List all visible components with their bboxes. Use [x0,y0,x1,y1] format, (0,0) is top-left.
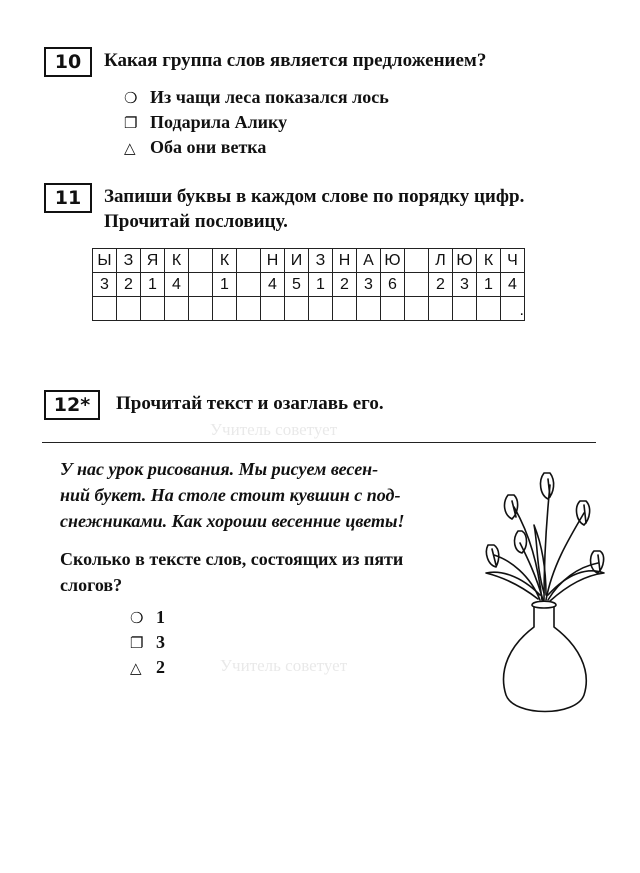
task-10-option-1[interactable] [124,86,389,109]
option-text: 2 [156,657,165,677]
grid-cell: 1 [309,273,333,297]
subquestion-line: слогов? [60,575,123,595]
answer-cell[interactable] [477,297,501,321]
answer-cell[interactable] [357,297,381,321]
grid-cell [237,249,261,273]
grid-cell: 3 [357,273,381,297]
grid-cell: Ч [501,249,525,273]
answer-cell[interactable] [93,297,117,321]
task-12-option-2[interactable] [130,631,165,654]
option-text: Из чащи леса показался лось [150,87,389,107]
grid-cell [189,249,213,273]
task-10-question: Какая группа слов является предложением? [104,50,487,71]
task-10-option-2[interactable] [124,111,287,134]
option-text: Подарила Алику [150,112,288,132]
answer-cell[interactable] [333,297,357,321]
task-number-10: 10 [44,47,92,77]
story-line: снежниками. Как хороши весенние цветы! [60,511,405,531]
grid-cell [405,273,429,297]
square-icon: ❐ [124,114,138,132]
answer-cell[interactable]: . [501,297,525,321]
grid-cell: 2 [117,273,141,297]
grid-cell: Я [141,249,165,273]
task-10-option-3[interactable] [124,136,266,159]
task-12-question: Прочитай текст и озаглавь его. [116,393,384,414]
grid-cell [405,249,429,273]
grid-cell: Ю [453,249,477,273]
circle-icon: ❍ [130,609,144,627]
answer-cell[interactable] [405,297,429,321]
circle-icon: ❍ [124,89,138,107]
option-text: Оба они ветка [150,137,267,157]
option-text: 1 [156,607,165,627]
option-text: 3 [156,632,165,652]
grid-cell: К [477,249,501,273]
grid-cell: Н [261,249,285,273]
grid-cell: 4 [261,273,285,297]
grid-cell: 1 [213,273,237,297]
grid-cell: З [117,249,141,273]
task-number-12: 12* [44,390,100,420]
grid-cell: 4 [501,273,525,297]
grid-cell: Л [429,249,453,273]
task-11-question-line-2: Прочитай пословицу. [104,211,288,232]
grid-cell: Ы [93,249,117,273]
answer-cell[interactable] [453,297,477,321]
task-11-question-line-1: Запиши буквы в каждом слове по порядку цифр. [104,186,525,207]
grid-cell: 3 [453,273,477,297]
grid-cell: 4 [165,273,189,297]
task-12-option-3[interactable] [130,656,165,679]
grid-cell [237,273,261,297]
vase-with-flowers-illustration [480,455,610,730]
answer-cell[interactable] [237,297,261,321]
answer-cell[interactable] [309,297,333,321]
subquestion-line: Сколько в тексте слов, состоящих из пяти [60,549,404,569]
grid-cell: А [357,249,381,273]
grid-cell: 1 [477,273,501,297]
answer-cell[interactable] [165,297,189,321]
letters-row [93,249,525,273]
grid-cell: 6 [381,273,405,297]
letter-grid [92,248,525,321]
answer-cell[interactable] [429,297,453,321]
triangle-icon: △ [130,659,142,677]
answer-row[interactable] [93,297,525,321]
grid-cell: К [165,249,189,273]
grid-cell: 1 [141,273,165,297]
grid-cell [189,273,213,297]
grid-cell: 3 [93,273,117,297]
task-12-option-1[interactable] [130,606,165,629]
answer-cell[interactable] [141,297,165,321]
square-icon: ❐ [130,634,144,652]
grid-cell: И [285,249,309,273]
grid-cell: 2 [429,273,453,297]
answer-cell[interactable] [381,297,405,321]
story-line: У нас урок рисования. Мы рисуем весен- [60,459,379,479]
answer-cell[interactable] [213,297,237,321]
answer-cell[interactable] [117,297,141,321]
story-text [60,456,500,534]
task-12-subquestion [60,546,480,598]
grid-cell: 2 [333,273,357,297]
task-number-11: 11 [44,183,92,213]
story-line: ний букет. На столе стоит кувшин с под- [60,485,401,505]
grid-cell: К [213,249,237,273]
triangle-icon: △ [124,139,136,157]
title-answer-line[interactable] [42,442,596,443]
grid-cell: Ю [381,249,405,273]
answer-cell[interactable] [261,297,285,321]
answer-cell[interactable] [189,297,213,321]
bleed-through-heading: Учитель советует [210,420,338,439]
grid-cell: Н [333,249,357,273]
digits-row [93,273,525,297]
grid-cell: 5 [285,273,309,297]
bleed-through-heading: Учитель советует [220,656,348,675]
grid-cell: З [309,249,333,273]
answer-cell[interactable] [285,297,309,321]
